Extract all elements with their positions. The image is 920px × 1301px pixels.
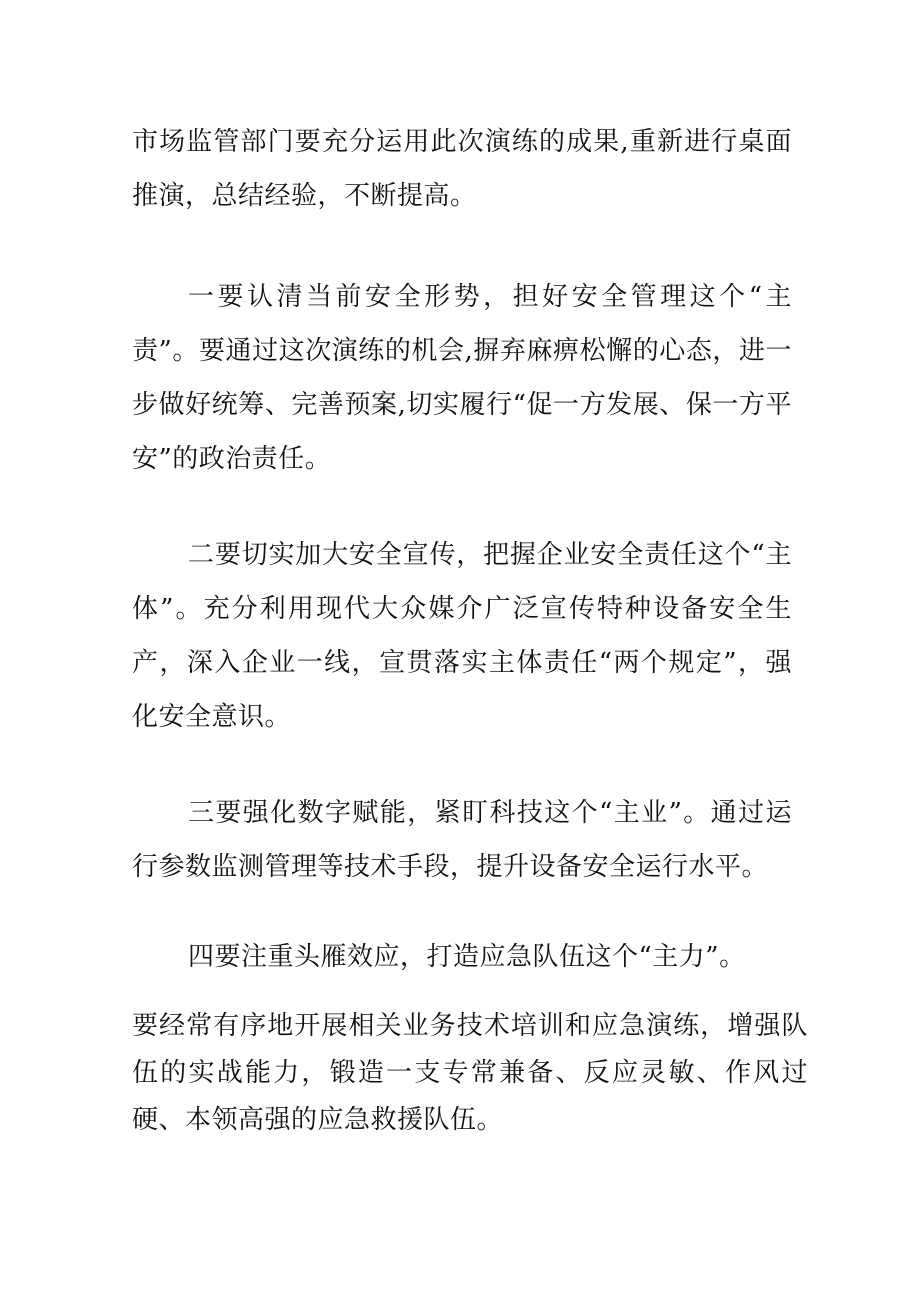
paragraph-point-one: 一要认清当前安全形势，担好安全管理这个“主责”。要通过这次演练的机会,摒弃麻痹松懈的心态，进一步做好统筹、完善预案,切实履行“促一方发展、保一方平安”的政治责任。: [132, 282, 792, 474]
paragraph-intro: 市场监管部门要充分运用此次演练的成果,重新进行桌面推演，总结经验，不断提高。: [132, 127, 792, 211]
paragraph-point-two: 二要切实加大安全宣传，把握企业安全责任这个“主体”。充分利用现代大众媒介广泛宣传特种设备安全生产，深入企业一线，宣贯落实主体责任“两个规定”，强化安全意识。: [132, 540, 792, 732]
paragraph-point-four: 四要注重头雁效应，打造应急队伍这个“主力”。: [188, 942, 746, 972]
paragraph-point-four-detail: 要经常有序地开展相关业务技术培训和应急演练，增强队伍的实战能力，锻造一支专常兼备、反应灵敏、作风过硬、本领高强的应急救援队伍。: [132, 1011, 808, 1135]
paragraph-point-three: 三要强化数字赋能，紧盯科技这个“主业”。通过运行参数监测管理等技术手段，提升设备安全运行水平。: [132, 798, 792, 882]
